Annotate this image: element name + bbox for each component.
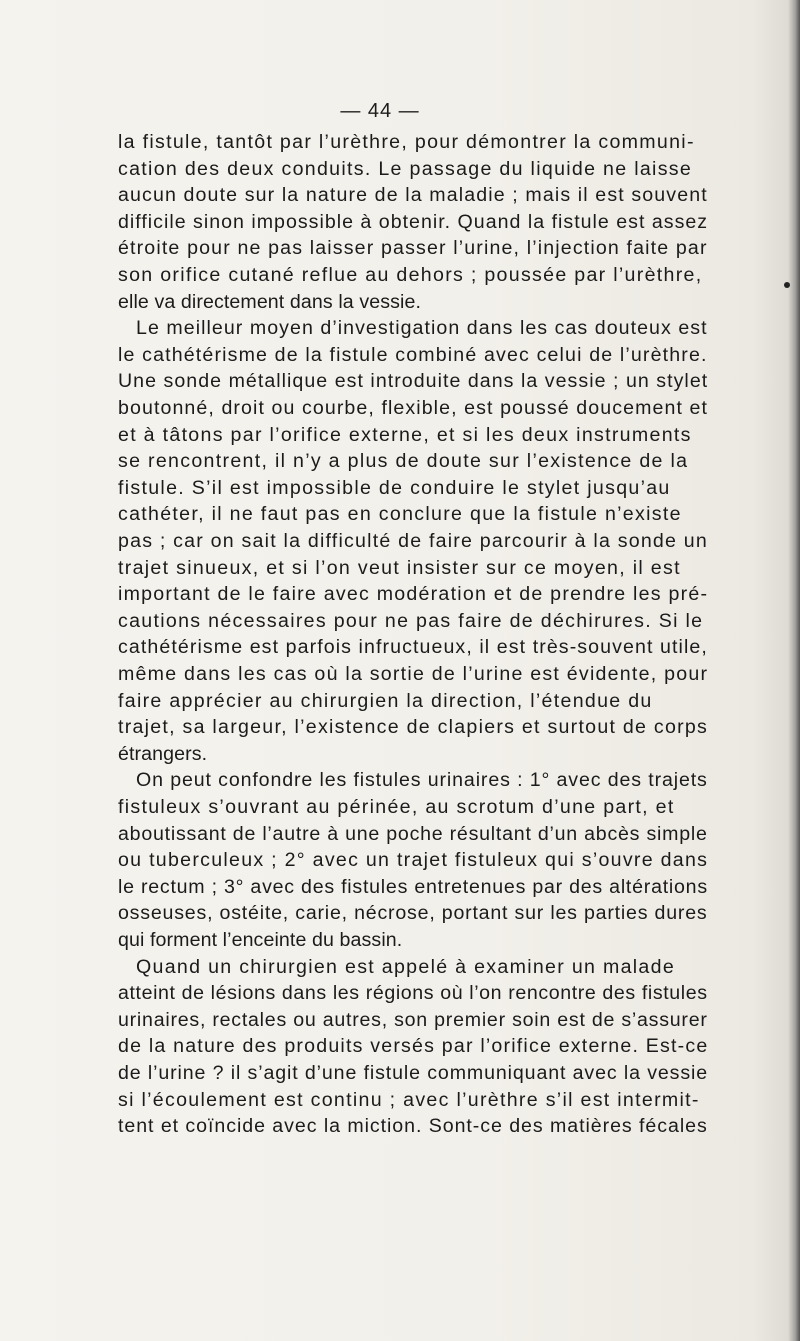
text-line: de la nature des produits versés par l’orifice externe. Est-ce xyxy=(118,1035,709,1058)
text-line: Le meilleur moyen d’investigation dans les cas douteux est xyxy=(136,317,708,340)
text-line: de l’urine ? il s’agit d’une fistule communiquant avec la vessie xyxy=(118,1062,709,1084)
ink-speck xyxy=(784,282,790,288)
text-line: atteint de lésions dans les régions où l’on rencontre des fistules xyxy=(118,982,708,1005)
text-line: fistule. S’il est impossible de conduire le stylet jusqu’au xyxy=(118,476,671,499)
text-line: difficile sinon impossible à obtenir. Quand la fistule est assez xyxy=(118,210,709,233)
text-line: Une sonde métallique est introduite dans la vessie ; un stylet xyxy=(118,370,709,393)
text-line: et à tâtons par l’orifice externe, et si les deux instruments xyxy=(118,423,692,446)
text-line: On peut confondre les fistules urinaires : 1° avec des trajets xyxy=(136,769,708,792)
text-line: si l’écoulement est continu ; avec l’urèthre s’il est intermit- xyxy=(118,1088,700,1111)
text-line: faire apprécier au chirurgien la direction, l’étendue du xyxy=(118,689,653,712)
text-line: important de le faire avec modération et de prendre les pré- xyxy=(118,583,709,606)
text-line: même dans les cas où la sortie de l’urine est évidente, pour xyxy=(118,663,709,685)
text-line: Quand un chirurgien est appelé à examiner un malade xyxy=(136,955,676,978)
text-line: aucun doute sur la nature de la maladie ; mais il est souvent xyxy=(118,184,708,207)
text-line: trajet sinueux, et si l’on veut insister sur ce moyen, il est xyxy=(118,556,681,579)
text-line: pas ; car on sait la difficulté de faire parcourir à la sonde un xyxy=(118,530,709,552)
text-line: étrangers. xyxy=(118,742,208,765)
text-line: cathéter, il ne faut pas en conclure que la fistule n’existe xyxy=(118,503,682,526)
text-line: aboutissant de l’autre à une poche résultant d’un abcès simple xyxy=(118,822,708,845)
page-number: — 44 — xyxy=(340,100,420,122)
page-edge-shadow xyxy=(788,0,800,1341)
text-line: boutonné, droit ou courbe, flexible, est poussé doucement et xyxy=(118,397,709,419)
text-line: le cathétérisme de la fistule combiné avec celui de l’urèthre. xyxy=(118,343,708,366)
text-line: son orifice cutané reflue au dehors ; poussée par l’urèthre, xyxy=(118,264,703,286)
text-line: trajet, sa largeur, l’existence de clapiers et surtout de corps xyxy=(118,716,709,739)
text-line: cathétérisme est parfois infructueux, il est très-souvent utile, xyxy=(118,636,708,659)
text-line: osseuses, ostéite, carie, nécrose, portant sur les parties dures xyxy=(118,902,708,925)
text-line: cautions nécessaires pour ne pas faire de déchirures. Si le xyxy=(118,609,704,632)
text-line: urinaires, rectales ou autres, son premier soin est de s’assurer xyxy=(118,1008,708,1031)
text-line: qui forment l’enceinte du bassin. xyxy=(118,929,403,951)
text-line: étroite pour ne pas laisser passer l’urine, l’injection faite par xyxy=(118,237,708,260)
text-line: la fistule, tantôt par l’urèthre, pour démontrer la communi- xyxy=(118,131,695,153)
text-line: cation des deux conduits. Le passage du liquide ne laisse xyxy=(118,157,693,180)
text-line: tent et coïncide avec la miction. Sont-ce des matières fécales xyxy=(118,1115,708,1138)
text-line: se rencontrent, il n’y a plus de doute sur l’existence de la xyxy=(118,450,689,473)
text-line: le rectum ; 3° avec des fistules entretenues par des altérations xyxy=(118,875,708,898)
text-line: ou tuberculeux ; 2° avec un trajet fistuleux qui s’ouvre dans xyxy=(118,849,709,872)
text-line: fistuleux s’ouvrant au périnée, au scrotum d’une part, et xyxy=(118,796,675,818)
text-line: elle va directement dans la vessie. xyxy=(118,290,422,313)
